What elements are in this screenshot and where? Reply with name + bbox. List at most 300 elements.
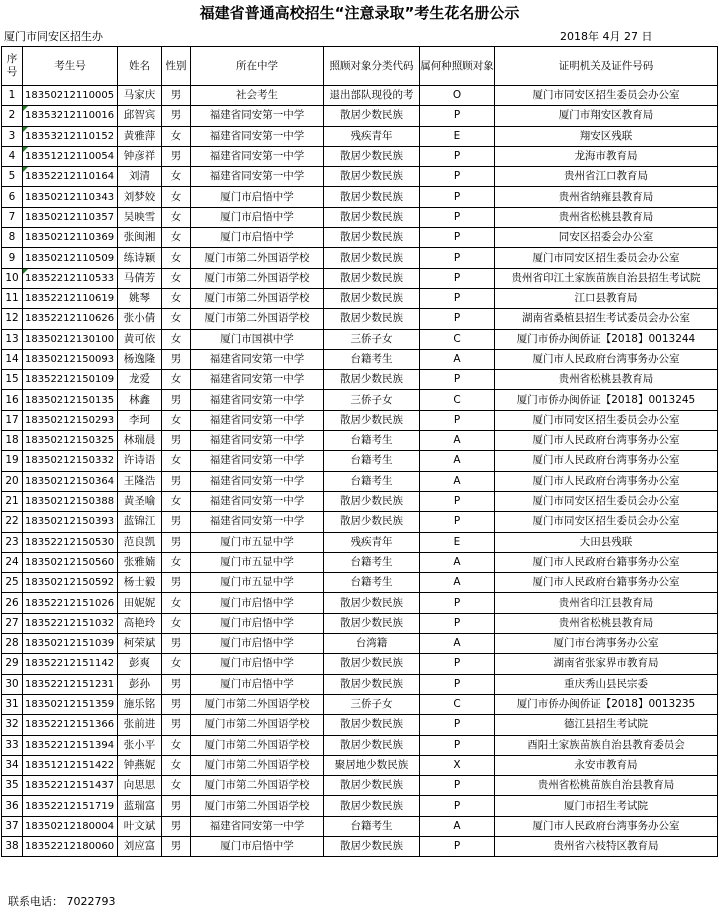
row-gender: 男 bbox=[162, 573, 191, 593]
row-category: 散居少数民族 bbox=[324, 613, 420, 633]
row-seq: 25 bbox=[2, 573, 23, 593]
row-exam-no: 18350212150135 bbox=[23, 390, 118, 410]
row-type: C bbox=[420, 390, 495, 410]
row-gender: 女 bbox=[162, 167, 191, 187]
row-name: 邱智宾 bbox=[118, 106, 162, 126]
row-seq: 13 bbox=[2, 329, 23, 349]
row-exam-no: 18352212110619 bbox=[23, 288, 118, 308]
row-school: 福建省同安第一中学 bbox=[191, 491, 324, 511]
row-type: P bbox=[420, 167, 495, 187]
row-exam-no: 18350212110357 bbox=[23, 207, 118, 227]
row-type: P bbox=[420, 370, 495, 390]
row-exam-no: 18350212151359 bbox=[23, 694, 118, 714]
row-school: 福建省同安第一中学 bbox=[191, 167, 324, 187]
table-row bbox=[2, 370, 718, 390]
row-gender: 女 bbox=[162, 613, 191, 633]
row-school: 福建省同安第一中学 bbox=[191, 390, 324, 410]
row-school: 福建省同安第一中学 bbox=[191, 126, 324, 146]
row-seq: 21 bbox=[2, 491, 23, 511]
row-name: 杨逸隆 bbox=[118, 349, 162, 369]
table-row bbox=[2, 755, 718, 775]
row-seq: 33 bbox=[2, 735, 23, 755]
row-cert: 贵州省江口教育局 bbox=[495, 167, 718, 187]
row-cert: 贵州省印江县教育局 bbox=[495, 593, 718, 613]
table-row bbox=[2, 796, 718, 816]
row-name: 田妮妮 bbox=[118, 593, 162, 613]
row-seq: 18 bbox=[2, 431, 23, 451]
row-exam-no: 18352212151719 bbox=[23, 796, 118, 816]
row-type: C bbox=[420, 329, 495, 349]
row-seq: 3 bbox=[2, 126, 23, 146]
row-school: 福建省同安第一中学 bbox=[191, 431, 324, 451]
row-type: P bbox=[420, 228, 495, 248]
row-seq: 15 bbox=[2, 370, 23, 390]
row-type: P bbox=[420, 512, 495, 532]
row-exam-no: 18350212150332 bbox=[23, 451, 118, 471]
row-category: 散居少数民族 bbox=[324, 654, 420, 674]
row-school: 厦门市启悟中学 bbox=[191, 836, 324, 856]
row-exam-no: 18350212130100 bbox=[23, 329, 118, 349]
row-type: E bbox=[420, 126, 495, 146]
row-gender: 男 bbox=[162, 532, 191, 552]
row-seq: 26 bbox=[2, 593, 23, 613]
row-cert: 厦门市侨办闽侨证【2018】0013245 bbox=[495, 390, 718, 410]
contact-phone: 联系电话： 7022793 bbox=[8, 895, 116, 908]
row-school: 厦门市启悟中学 bbox=[191, 228, 324, 248]
row-type: P bbox=[420, 268, 495, 288]
row-exam-no: 18350212150560 bbox=[23, 552, 118, 572]
row-cert: 厦门市人民政府台湾事务办公室 bbox=[495, 816, 718, 836]
row-type: A bbox=[420, 471, 495, 491]
row-cert: 厦门市侨办闽侨证【2018】0013235 bbox=[495, 694, 718, 714]
row-category: 散居少数民族 bbox=[324, 106, 420, 126]
row-type: C bbox=[420, 694, 495, 714]
row-category: 残疾青年 bbox=[324, 532, 420, 552]
row-gender: 女 bbox=[162, 187, 191, 207]
row-exam-no: 18352212110626 bbox=[23, 309, 118, 329]
row-gender: 女 bbox=[162, 593, 191, 613]
row-school: 厦门市启悟中学 bbox=[191, 207, 324, 227]
row-category: 散居少数民族 bbox=[324, 836, 420, 856]
row-name: 高艳玲 bbox=[118, 613, 162, 633]
row-category: 散居少数民族 bbox=[324, 167, 420, 187]
row-school: 厦门市第二外国语学校 bbox=[191, 248, 324, 268]
row-seq: 11 bbox=[2, 288, 23, 308]
row-exam-no: 18352212110164 bbox=[23, 167, 118, 187]
row-cert: 厦门市侨办闽侨证【2018】0013244 bbox=[495, 329, 718, 349]
row-school: 厦门市五显中学 bbox=[191, 532, 324, 552]
row-school: 厦门市五显中学 bbox=[191, 573, 324, 593]
row-cert: 厦门市同安区招生委员会办公室 bbox=[495, 86, 718, 106]
row-gender: 男 bbox=[162, 796, 191, 816]
row-cert: 湖南省张家界市教育局 bbox=[495, 654, 718, 674]
row-seq: 24 bbox=[2, 552, 23, 572]
row-gender: 男 bbox=[162, 86, 191, 106]
row-gender: 男 bbox=[162, 431, 191, 451]
row-cert: 厦门市同安区招生委员会办公室 bbox=[495, 491, 718, 511]
row-category: 散居少数民族 bbox=[324, 309, 420, 329]
row-cert: 厦门市招生考试院 bbox=[495, 796, 718, 816]
row-school: 厦门市第二外国语学校 bbox=[191, 288, 324, 308]
row-school: 厦门市启悟中学 bbox=[191, 634, 324, 654]
row-cert: 贵州省松桃县教育局 bbox=[495, 207, 718, 227]
row-exam-no: 18350212151039 bbox=[23, 634, 118, 654]
row-cert: 翔安区残联 bbox=[495, 126, 718, 146]
row-name: 彭孙 bbox=[118, 674, 162, 694]
row-category: 台籍考生 bbox=[324, 573, 420, 593]
row-seq: 34 bbox=[2, 755, 23, 775]
table-row bbox=[2, 248, 718, 268]
row-cert: 厦门市人民政府台湾事务办公室 bbox=[495, 451, 718, 471]
table-row bbox=[2, 86, 718, 106]
row-seq: 23 bbox=[2, 532, 23, 552]
row-exam-no: 18350212110509 bbox=[23, 248, 118, 268]
row-gender: 男 bbox=[162, 512, 191, 532]
row-type: P bbox=[420, 207, 495, 227]
row-exam-no: 18352212151142 bbox=[23, 654, 118, 674]
row-name: 张闽湘 bbox=[118, 228, 162, 248]
row-school: 厦门市启悟中学 bbox=[191, 187, 324, 207]
row-cert: 德江县招生考试院 bbox=[495, 715, 718, 735]
row-exam-no: 18352212151026 bbox=[23, 593, 118, 613]
table-header-row bbox=[2, 47, 718, 86]
row-name: 张小平 bbox=[118, 735, 162, 755]
row-cert: 厦门市台湾事务办公室 bbox=[495, 634, 718, 654]
row-school: 厦门市第二外国语学校 bbox=[191, 796, 324, 816]
table-row bbox=[2, 187, 718, 207]
row-type: P bbox=[420, 410, 495, 430]
row-school: 厦门市第二外国语学校 bbox=[191, 776, 324, 796]
row-school: 厦门市国祺中学 bbox=[191, 329, 324, 349]
row-name: 黄圣喻 bbox=[118, 491, 162, 511]
row-name: 马家庆 bbox=[118, 86, 162, 106]
row-category: 散居少数民族 bbox=[324, 796, 420, 816]
table-row bbox=[2, 410, 718, 430]
row-category: 三侨子女 bbox=[324, 390, 420, 410]
row-name: 林瑞晨 bbox=[118, 431, 162, 451]
table-row bbox=[2, 593, 718, 613]
row-category: 台籍考生 bbox=[324, 816, 420, 836]
row-category: 散居少数民族 bbox=[324, 776, 420, 796]
row-exam-no: 18352212151437 bbox=[23, 776, 118, 796]
row-category: 三侨子女 bbox=[324, 329, 420, 349]
row-exam-no: 18350212150364 bbox=[23, 471, 118, 491]
row-gender: 女 bbox=[162, 370, 191, 390]
row-exam-no: 18350212110005 bbox=[23, 86, 118, 106]
table-row bbox=[2, 126, 718, 146]
table-row bbox=[2, 512, 718, 532]
row-gender: 女 bbox=[162, 268, 191, 288]
page-title: 福建省普通高校招生“注意录取”考生花名册公示 bbox=[199, 4, 520, 22]
row-category: 台籍考生 bbox=[324, 552, 420, 572]
table-row bbox=[2, 471, 718, 491]
row-category: 散居少数民族 bbox=[324, 370, 420, 390]
row-gender: 女 bbox=[162, 491, 191, 511]
roster-table bbox=[1, 46, 718, 857]
row-cert: 厦门市同安区招生委员会办公室 bbox=[495, 512, 718, 532]
row-gender: 男 bbox=[162, 836, 191, 856]
table-row bbox=[2, 288, 718, 308]
row-school: 社会考生 bbox=[191, 86, 324, 106]
row-school: 福建省同安第一中学 bbox=[191, 370, 324, 390]
row-gender: 女 bbox=[162, 451, 191, 471]
row-gender: 男 bbox=[162, 715, 191, 735]
row-gender: 女 bbox=[162, 552, 191, 572]
row-gender: 女 bbox=[162, 755, 191, 775]
row-school: 福建省同安第一中学 bbox=[191, 146, 324, 166]
table-row bbox=[2, 491, 718, 511]
row-cert: 贵州省六枝特区教育局 bbox=[495, 836, 718, 856]
table-row bbox=[2, 715, 718, 735]
row-gender: 男 bbox=[162, 349, 191, 369]
row-cert: 贵州省松桃县教育局 bbox=[495, 370, 718, 390]
header-school: 所在中学 bbox=[191, 47, 324, 86]
row-exam-no: 18352212150530 bbox=[23, 532, 118, 552]
row-name: 林鑫 bbox=[118, 390, 162, 410]
row-school: 福建省同安第一中学 bbox=[191, 106, 324, 126]
row-exam-no: 18350212150388 bbox=[23, 491, 118, 511]
table-row bbox=[2, 349, 718, 369]
row-cert: 厦门市人民政府台湾事务办公室 bbox=[495, 471, 718, 491]
row-seq: 14 bbox=[2, 349, 23, 369]
row-gender: 女 bbox=[162, 410, 191, 430]
row-name: 练诗颖 bbox=[118, 248, 162, 268]
row-type: A bbox=[420, 573, 495, 593]
row-gender: 男 bbox=[162, 471, 191, 491]
row-seq: 5 bbox=[2, 167, 23, 187]
row-exam-no: 18350212110369 bbox=[23, 228, 118, 248]
row-cert: 湖南省桑植县招生考试委员会办公室 bbox=[495, 309, 718, 329]
row-exam-no: 18353212110016 bbox=[23, 106, 118, 126]
row-exam-no: 18350212150592 bbox=[23, 573, 118, 593]
row-cert: 厦门市同安区招生委员会办公室 bbox=[495, 410, 718, 430]
header-category: 照顾对象分类代码 bbox=[324, 47, 420, 86]
row-name: 向思思 bbox=[118, 776, 162, 796]
row-gender: 女 bbox=[162, 309, 191, 329]
row-seq: 30 bbox=[2, 674, 23, 694]
row-type: P bbox=[420, 491, 495, 511]
row-name: 彭爽 bbox=[118, 654, 162, 674]
row-exam-no: 18350212150293 bbox=[23, 410, 118, 430]
row-cert: 江口县教育局 bbox=[495, 288, 718, 308]
row-name: 叶文斌 bbox=[118, 816, 162, 836]
organization-label: 厦门市同安区招生办 bbox=[4, 30, 103, 43]
row-school: 厦门市第二外国语学校 bbox=[191, 715, 324, 735]
row-cert: 贵州省印江土家族苗族自治县招生考试院 bbox=[495, 268, 718, 288]
row-type: P bbox=[420, 796, 495, 816]
table-row bbox=[2, 309, 718, 329]
table-row bbox=[2, 674, 718, 694]
row-school: 福建省同安第一中学 bbox=[191, 349, 324, 369]
row-type: P bbox=[420, 654, 495, 674]
row-school: 厦门市第二外国语学校 bbox=[191, 735, 324, 755]
row-seq: 36 bbox=[2, 796, 23, 816]
row-exam-no: 18350212180004 bbox=[23, 816, 118, 836]
row-gender: 女 bbox=[162, 735, 191, 755]
row-type: O bbox=[420, 86, 495, 106]
row-gender: 女 bbox=[162, 207, 191, 227]
row-school: 福建省同安第一中学 bbox=[191, 451, 324, 471]
row-type: A bbox=[420, 431, 495, 451]
table-row bbox=[2, 228, 718, 248]
row-category: 散居少数民族 bbox=[324, 268, 420, 288]
table-row bbox=[2, 106, 718, 126]
row-exam-no: 18352212110533 bbox=[23, 268, 118, 288]
row-gender: 女 bbox=[162, 654, 191, 674]
row-category: 散居少数民族 bbox=[324, 735, 420, 755]
row-exam-no: 18350212150393 bbox=[23, 512, 118, 532]
row-cert: 厦门市翔安区教育局 bbox=[495, 106, 718, 126]
row-category: 散居少数民族 bbox=[324, 248, 420, 268]
row-type: P bbox=[420, 309, 495, 329]
row-seq: 37 bbox=[2, 816, 23, 836]
row-school: 厦门市第二外国语学校 bbox=[191, 268, 324, 288]
row-type: P bbox=[420, 593, 495, 613]
header-name: 姓名 bbox=[118, 47, 162, 86]
header-exam-no: 考生号 bbox=[23, 47, 118, 86]
header-seq: 序号 bbox=[2, 47, 23, 86]
row-name: 蓝瑞富 bbox=[118, 796, 162, 816]
row-cert: 永安市教育局 bbox=[495, 755, 718, 775]
table-row bbox=[2, 573, 718, 593]
row-seq: 1 bbox=[2, 86, 23, 106]
row-gender: 男 bbox=[162, 106, 191, 126]
table-row bbox=[2, 836, 718, 856]
row-category: 台籍考生 bbox=[324, 349, 420, 369]
row-name: 龙爱 bbox=[118, 370, 162, 390]
row-seq: 4 bbox=[2, 146, 23, 166]
row-name: 钟燕妮 bbox=[118, 755, 162, 775]
row-name: 黄可依 bbox=[118, 329, 162, 349]
row-type: P bbox=[420, 836, 495, 856]
row-exam-no: 18352212151394 bbox=[23, 735, 118, 755]
row-school: 厦门市第二外国语学校 bbox=[191, 694, 324, 714]
row-seq: 29 bbox=[2, 654, 23, 674]
row-name: 张前进 bbox=[118, 715, 162, 735]
row-cert: 重庆秀山县民宗委 bbox=[495, 674, 718, 694]
row-name: 柯荣斌 bbox=[118, 634, 162, 654]
row-name: 许诗语 bbox=[118, 451, 162, 471]
row-category: 散居少数民族 bbox=[324, 512, 420, 532]
row-gender: 男 bbox=[162, 694, 191, 714]
row-school: 福建省同安第一中学 bbox=[191, 512, 324, 532]
table-row bbox=[2, 735, 718, 755]
row-seq: 17 bbox=[2, 410, 23, 430]
table-row bbox=[2, 613, 718, 633]
row-type: A bbox=[420, 552, 495, 572]
row-type: P bbox=[420, 674, 495, 694]
row-seq: 7 bbox=[2, 207, 23, 227]
row-name: 刘清 bbox=[118, 167, 162, 187]
row-category: 散居少数民族 bbox=[324, 288, 420, 308]
row-type: X bbox=[420, 755, 495, 775]
row-exam-no: 18350212150325 bbox=[23, 431, 118, 451]
row-seq: 27 bbox=[2, 613, 23, 633]
row-school: 福建省同安第一中学 bbox=[191, 471, 324, 491]
row-type: P bbox=[420, 613, 495, 633]
row-exam-no: 18352212151032 bbox=[23, 613, 118, 633]
row-cert: 大田县残联 bbox=[495, 532, 718, 552]
row-type: A bbox=[420, 451, 495, 471]
row-gender: 男 bbox=[162, 390, 191, 410]
table-row bbox=[2, 268, 718, 288]
row-category: 散居少数民族 bbox=[324, 410, 420, 430]
row-gender: 女 bbox=[162, 776, 191, 796]
row-name: 范良凯 bbox=[118, 532, 162, 552]
row-seq: 35 bbox=[2, 776, 23, 796]
row-school: 厦门市第二外国语学校 bbox=[191, 309, 324, 329]
row-type: E bbox=[420, 532, 495, 552]
row-category: 散居少数民族 bbox=[324, 593, 420, 613]
row-school: 福建省同安第一中学 bbox=[191, 816, 324, 836]
row-exam-no: 18350212110343 bbox=[23, 187, 118, 207]
row-name: 李珂 bbox=[118, 410, 162, 430]
row-school: 厦门市启悟中学 bbox=[191, 593, 324, 613]
row-seq: 6 bbox=[2, 187, 23, 207]
table-row bbox=[2, 532, 718, 552]
table-row bbox=[2, 329, 718, 349]
row-category: 散居少数民族 bbox=[324, 146, 420, 166]
table-row bbox=[2, 207, 718, 227]
row-type: P bbox=[420, 776, 495, 796]
row-seq: 9 bbox=[2, 248, 23, 268]
table-row bbox=[2, 552, 718, 572]
row-school: 福建省同安第一中学 bbox=[191, 410, 324, 430]
row-exam-no: 18352212151366 bbox=[23, 715, 118, 735]
row-name: 刘应富 bbox=[118, 836, 162, 856]
row-category: 残疾青年 bbox=[324, 126, 420, 146]
row-gender: 女 bbox=[162, 329, 191, 349]
row-type: A bbox=[420, 349, 495, 369]
row-seq: 19 bbox=[2, 451, 23, 471]
row-school: 厦门市第二外国语学校 bbox=[191, 755, 324, 775]
table-row bbox=[2, 431, 718, 451]
table-row bbox=[2, 390, 718, 410]
row-category: 散居少数民族 bbox=[324, 491, 420, 511]
row-cert: 贵州省松桃苗族自治县教育局 bbox=[495, 776, 718, 796]
row-cert: 厦门市同安区招生委员会办公室 bbox=[495, 248, 718, 268]
row-gender: 男 bbox=[162, 674, 191, 694]
row-gender: 女 bbox=[162, 126, 191, 146]
row-seq: 22 bbox=[2, 512, 23, 532]
row-gender: 男 bbox=[162, 816, 191, 836]
row-category: 台籍考生 bbox=[324, 471, 420, 491]
table-row bbox=[2, 694, 718, 714]
row-gender: 女 bbox=[162, 248, 191, 268]
row-category: 散居少数民族 bbox=[324, 187, 420, 207]
table-row bbox=[2, 654, 718, 674]
meta-line bbox=[4, 28, 715, 44]
row-cert: 厦门市人民政府台湾事务办公室 bbox=[495, 431, 718, 451]
row-name: 蓝锦江 bbox=[118, 512, 162, 532]
row-seq: 10 bbox=[2, 268, 23, 288]
header-type: 属何种照顾对象 bbox=[420, 47, 495, 86]
row-category: 台籍考生 bbox=[324, 431, 420, 451]
row-seq: 12 bbox=[2, 309, 23, 329]
row-seq: 20 bbox=[2, 471, 23, 491]
table-row bbox=[2, 776, 718, 796]
table-row bbox=[2, 167, 718, 187]
row-category: 散居少数民族 bbox=[324, 674, 420, 694]
row-seq: 28 bbox=[2, 634, 23, 654]
row-seq: 2 bbox=[2, 106, 23, 126]
row-name: 王隆浩 bbox=[118, 471, 162, 491]
row-category: 台籍考生 bbox=[324, 451, 420, 471]
row-category: 散居少数民族 bbox=[324, 228, 420, 248]
row-school: 厦门市五显中学 bbox=[191, 552, 324, 572]
row-name: 张雅婻 bbox=[118, 552, 162, 572]
row-name: 吴映雪 bbox=[118, 207, 162, 227]
